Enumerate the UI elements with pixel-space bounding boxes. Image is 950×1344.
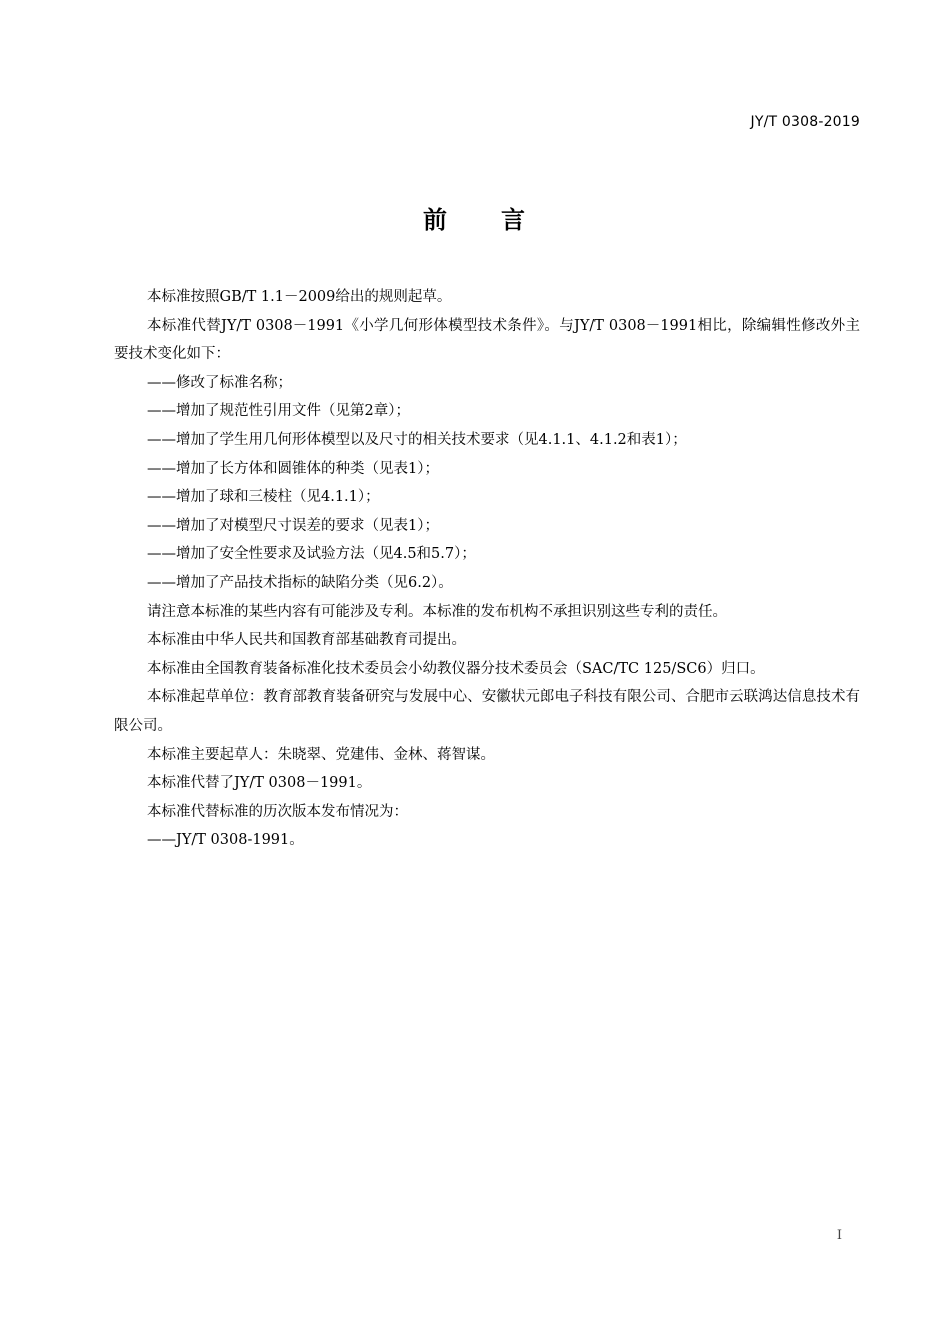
paragraph: 请注意本标准的某些内容有可能涉及专利。本标准的发布机构不承担识别这些专利的责任。 (147, 603, 727, 620)
paragraph: 本标准主要起草人：朱晓翠、党建伟、金林、蒋智谋。 (147, 746, 495, 763)
paragraph: 本标准代替标准的历次版本发布情况为： (147, 803, 408, 820)
list-item: ——增加了对模型尺寸误差的要求（见表1）； (147, 517, 439, 534)
page-number: I (836, 1228, 842, 1243)
paragraph: 本标准代替JY/T 0308－1991《小学几何形体模型技术条件》。与JY/T 0308－1991相比，除编辑性修改外主要技术变化如下： (114, 317, 860, 363)
standard-number: JY/T 0308-2019 (750, 114, 860, 130)
paragraph: 本标准由全国教育装备标准化技术委员会小幼教仪器分技术委员会（SAC/TC 125/SC6）归口。 (147, 660, 765, 677)
preface-body (114, 283, 860, 855)
list-item: ——增加了产品技术指标的缺陷分类（见6.2）。 (147, 574, 453, 591)
paragraph: 本标准代替了JY/T 0308－1991。 (147, 775, 372, 792)
list-item: ——增加了学生用几何形体模型以及尺寸的相关技术要求（见4.1.1、4.1.2和表1）； (147, 431, 687, 448)
list-item: ——JY/T 0308-1991。 (147, 832, 304, 849)
paragraph: 本标准由中华人民共和国教育部基础教育司提出。 (147, 632, 466, 649)
list-item: ——增加了规范性引用文件（见第2章）； (147, 403, 410, 420)
list-item: ——修改了标准名称； (147, 374, 292, 391)
list-item: ——增加了长方体和圆锥体的种类（见表1）； (147, 460, 439, 477)
list-item: ——增加了球和三棱柱（见4.1.1）； (147, 489, 380, 506)
paragraph: 本标准按照GB/T 1.1－2009给出的规则起草。 (147, 289, 452, 305)
list-item: ——增加了安全性要求及试验方法（见4.5和5.7）； (147, 546, 476, 563)
paragraph: 本标准起草单位：教育部教育装备研究与发展中心、安徽状元郎电子科技有限公司、合肥市云联鸿达信息技术有限公司。 (114, 689, 860, 734)
page-title: 前 言 (423, 206, 527, 234)
